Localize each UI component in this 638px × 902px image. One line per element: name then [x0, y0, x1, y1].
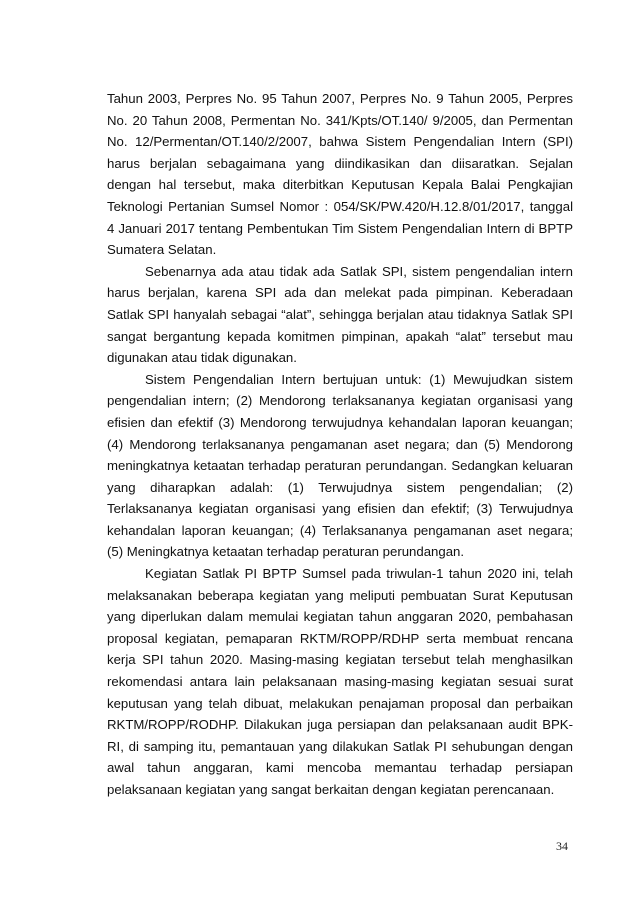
paragraph-satlak-spi: Sebenarnya ada atau tidak ada Satlak SPI, sistem pengendalian intern harus berjalan, karena SPI ada dan melekat pada pimpinan. Keberadaan Satlak SPI hanyalah sebagai “alat”, sehingga berjalan atau tidaknya Satlak SPI sangat bergantung kepada komitmen pimpinan, apakah “alat” tersebut mau digunakan atau tidak digunakan.	[107, 263, 573, 366]
paragraph-continuation: Tahun 2003, Perpres No. 95 Tahun 2007, Perpres No. 9 Tahun 2005, Perpres No. 20 Tahun 2008, Permentan No. 341/Kpts/OT.140/ 9/2005, dan Permentan No. 12/Permentan/OT.140/2/2007, bahwa Sistem Pengendalian Intern (SPI) harus berjalan sebagaimana yang diindikasikan dan diisaratkan. Sejalan dengan hal tersebut, maka diterbitkan Keputusan Kepala Balai Pengkajian Teknologi Pertanian Sumsel Nomor : 054/SK/PW.420/H.12.8/01/2017, tanggal 4 Januari 2017 tentang Pembentukan Tim Sistem Pengendalian Intern di BPTP Sumatera Selatan.	[107, 91, 573, 258]
paragraph-tujuan-spi: Sistem Pengendalian Intern bertujuan untuk: (1) Mewujudkan sistem pengendalian intern; (2) Mendorong terlaksananya kegiatan organisasi yang efisien dan efektif (3) Mendorong terwujudnya kehandalan laporan keuangan; (4) Mendorong terlaksananya pengamanan aset negara; dan (5) Mendorong meningkatnya ketaatan terhadap peraturan perundangan. Sedangkan keluaran yang diharapkan adalah: (1) Terwujudnya sistem pengendalian; (2) Terlaksananya kegiatan organisasi yang efisien dan efektif; (3) Terwujudnya kehandalan laporan keuangan; (4) Terlaksananya pengamanan aset negara; (5) Meningkatnya ketaatan terhadap peraturan perundangan.	[107, 371, 573, 560]
page-number: 34	[556, 839, 568, 853]
body-text	[107, 88, 573, 801]
paragraph-kegiatan-triwulan: Kegiatan Satlak PI BPTP Sumsel pada triwulan-1 tahun 2020 ini, telah melaksanakan beberapa kegiatan yang meliputi pembuatan Surat Keputusan yang diperlukan dalam memulai kegiatan tahun anggaran 2020, pembahasan proposal kegiatan, pemaparan RKTM/ROPP/RDHP serta membuat rencana kerja SPI tahun 2020. Masing-masing kegiatan tersebut telah menghasilkan rekomendasi antara lain pelaksanaan masing-masing kegiatan sesuai surat keputusan yang telah dibuat, melakukan penajaman proposal dan perbaikan RKTM/ROPP/RODHP. Dilakukan juga persiapan dan pelaksanaan audit BPK-RI, di samping itu, pemantauan yang dilakukan Satlak PI sehubungan dengan awal tahun anggaran, kami mencoba memantau terhadap persiapan pelaksanaan kegiatan yang sangat berkaitan dengan kegiatan perencanaan.	[107, 566, 573, 797]
